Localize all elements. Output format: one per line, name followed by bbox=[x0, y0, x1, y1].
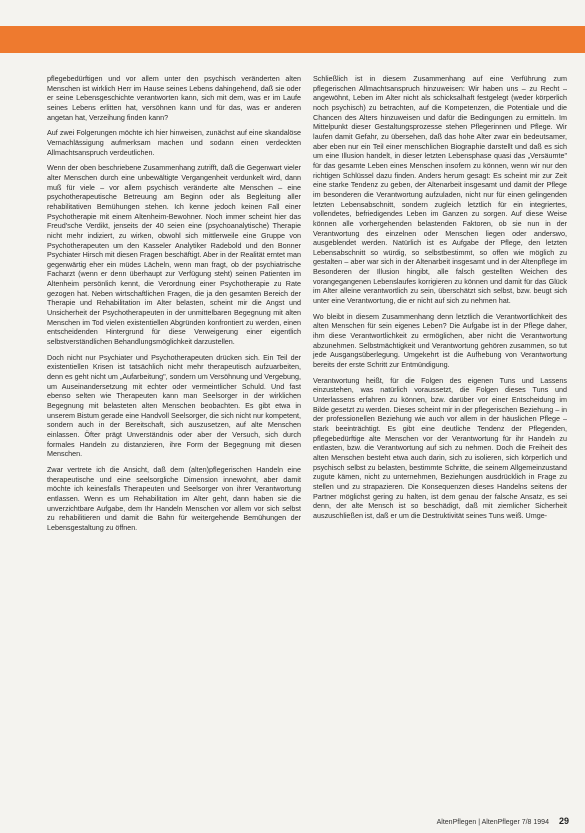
page-footer bbox=[437, 816, 569, 826]
page-number: 29 bbox=[558, 816, 569, 826]
journal-citation: AltenPflegen | AltenPfleger 7/8 1994 bbox=[436, 819, 549, 826]
paragraph: Doch nicht nur Psychiater und Psychotherapeuten drücken sich. Ein Teil der existentiellen Krisen ist tatsächlich nicht mehr therapeutisch aufzuarbeiten, denn es geht nicht um „Aufarbeitung", sondern um Versöhnung und Vergebung, um Auseinandersetzung mit echter oder vermeintlicher Schuld. Und fast ebenso selten wie Therapeuten kann man Seelsorger in der wirklichen Begegnung mit belasteten alten Menschen beobachten. Es gibt etwa in unserem Bistum gerade eine Handvoll Seelsorger, die sich nicht nur kompetent, sondern auch in der Bereitschaft, sich auszusetzen, auf alte Menschen einlassen. Öfter prägt Unverständnis oder aber der Versuch, sich durch formales Handeln zu distanzieren, ihre Form der Begegnung mit diesen Menschen. bbox=[47, 352, 301, 459]
paragraph: Schließlich ist in diesem Zusammenhang auf eine Verführung zum pflegerischen Allmachtsanspruch hinzuweisen: Wir haben uns – zu Recht – angewöhnt, Leben im Alter nicht als schicksalhaft festgelegt (weder körperlich noch psychisch) zu betrachten, auf die Kompetenzen, die Potentiale und die Chancen des Alters hinzuweisen und dafür die Bedingungen zu ermitteln. Im Mittelpunkt dieser Gestaltungsprozesse stehen Pflegerinnen und Pflege. Wir laufen damit Gefahr, zu übersehen, daß das hohe Alter zwar ein bedeutsamer, aber eben nur ein Teil einer menschlichen Biographie darstellt und daß es sich um eine Illusion handelt, in dieser letzten Lebensphase quasi das „Versäumte" für das gesamte Leben eines Menschen insofern zu können, wenn wir nur den richtigen Schlüssel dazu finden. Anders herum gesagt: Es scheint mir zur Zeit eine starke Tendenz zu geben, der Altenarbeit insgesamt und damit der Pflege im besonderen die Verantwortung aufzuladen, nicht nur für einen gelingenden letzten Lebensabschnitt, sondern zugleich letztlich für ein integriertes, vollendetes, befriedigendes Leben im Ganzen zu sorgen. Auf diese Weise können alle vorhergehenden belastenden Faktoren, ob sie nun in der Verantwortung des einzelnen oder Menschen liegen oder anderswo, ausgeblendet werden. Natürlich ist es Aufgabe der Pflege, den letzten Lebensabschnitt so würdig, so selbstbestimmt, so offen wie möglich zu gestalten – aber war sich in der Altenarbeit insgesamt und in der Altenpflege im Besonderen der Illusion hingibt, alle falsch gestellten Weichen des vorangegangenen Lebenslaufes korrigieren zu können und damit für das Glück im Alter alleine verantwortlich zu sein, überschätzt sich selbst, bzw. beugt sich unter eine Verantwortung, die er nicht auf sich zu nehmen hat. bbox=[313, 74, 567, 306]
right-text-column bbox=[313, 74, 567, 527]
left-text-column bbox=[47, 74, 301, 539]
paragraph: pflegebedürftigen und vor allem unter den psychisch veränderten alten Menschen ist wirklich Herr im Hause seines Lebens dahingehend, daß sie oder er seine Lebensgeschichte verantworten kann, sich mit dem, was er im Laufe seines Lebens erlitten hat, versöhnen kann und für das, was er anderen angetan hat, Verzeihung finden kann? bbox=[47, 74, 301, 122]
paragraph: Auf zwei Folgerungen möchte ich hier hinweisen, zunächst auf eine skandalöse Vernachlässigung aufmerksam machen und sodann einen verdeckten Allmachtsanspruch verdeutlichen. bbox=[47, 128, 301, 157]
paragraph: Verantwortung heißt, für die Folgen des eigenen Tuns und Lassens einzustehen, was natürlich voraussetzt, die Folgen dieses Tuns und Unterlassens erfahren zu können, bzw. darüber vor einer Entscheidung im Bilde gesetzt zu werden. Dieses scheint mir in der pflegerischen Beziehung – in der professionellen Beziehung wie auch vor allem in der häuslichen Pflege – stark beeinträchtigt. Es gibt eine deutliche Tendenz der Pflegenden, pflegebedürftige alte Menschen vor der Verantwortung für ihr Handeln zu entlasten, bzw. die Verantwortung auf sich zu nehmen. Doch die Freiheit des alten Menschen besteht etwa auch darin, sich zu isolieren, sich körperlich und psychisch selbst zu belasten, bestimmte Schritte, die seinem Allgemeinzustand zugute kämen, nicht zu unternehmen, Beziehungen ausdrücklich in Frage zu stellen und zu strapazieren. Die Konsequenzen dieses Handelns seitens der Partner möglichst gering zu halten, ist dem genau der falsche Ansatz, es sei denn, der alte Mensch ist so beschädigt, daß mit ziemlicher Sicherheit auszuschließen ist, daß er um die Destruktivität seines Tuns weiß. Umge- bbox=[313, 375, 567, 520]
paragraph: Wenn der oben beschriebene Zusammenhang zutrifft, daß die Gegenwart vieler alter Menschen durch eine unbewältigte Vergangenheit verdunkelt wird, dann muß für viele – vor allem psychisch veränderte alte Menschen – eine psychotherapeutische Betreuung am Beginn oder als Begleitung aller rehabilitativen Bemühungen stehen. Ich kenne jedoch keinen Fall einer Psychotherapie mit einem Altenheim-Bewohner. Noch immer scheint hier das Freud'sche Verdikt, jenseits der 40 seien eine (psychoanalytische) Therapie nicht mehr indiziert, zu wirken, obwohl sich mittlerweile eine Gruppe von Psychotherapeuten um den Kasseler Analytiker Radebold und den Bonner Psychiater Hirsch mit diesen Fragen beschäftigt. Aber in der Realität erntet man gegenwärtig eher ein müdes Lächeln, wenn man fragt, ob der psychiatrische Facharzt (wenn er denn überhaupt zur Verfügung steht) seinen Patienten im Altenheim persönlich kennt, die Verordnung einer Psychotherapie zu Rate gezogen hat. Neben wirtschaftlichen Fragen, die ja den gesamten Bereich der Therapie und Rehabilitation im Alter belasten, scheint mir die Angst und Unsicherheit der Psychotherapeuten in der unmittelbaren Begegnung mit alten Menschen im Tod vielen existentiellen Abgründen konfrontiert zu werden, einen entscheidenden Hintergrund für diese Verweigerung einer eigentlich selbstverständlichen Behandlungsmöglichkeit darzustellen. bbox=[47, 163, 301, 347]
paragraph: Zwar vertrete ich die Ansicht, daß dem (alten)pflegerischen Handeln eine therapeutische und eine seelsorgliche Dimension innewohnt, aber damit möchte ich keinesfalls Therapeuten und Seelsorger von ihrer Verantwortung entlassen. Wenn es um Rehabilitation im Alter geht, dann haben sie die unverzichtbare Aufgabe, dem Ihr Handeln Menschen vor allem vor sich selbst zu rehabilitieren und damit die Bahn für weitergehende Bemühungen der Lebensgestaltung zu öffnen. bbox=[47, 464, 301, 532]
orange-header-bar bbox=[0, 26, 585, 53]
paragraph: Wo bleibt in diesem Zusammenhang denn letztlich die Verantwortlichkeit des alten Menschen für sein eigenes Leben? Die Aufgabe ist in der Pflege daher, ihm diese Verantwortlichkeit zu ermöglichen, aber nicht die Verantwortung abzunehmen. Selbstmächtigkeit und Verantwortung gehören zusammen, so tut jede Ausgangsüberlegung. Umgekehrt ist die Aufhebung von Verantwortung bereits der erste Schritt zur Entmündigung. bbox=[313, 311, 567, 370]
